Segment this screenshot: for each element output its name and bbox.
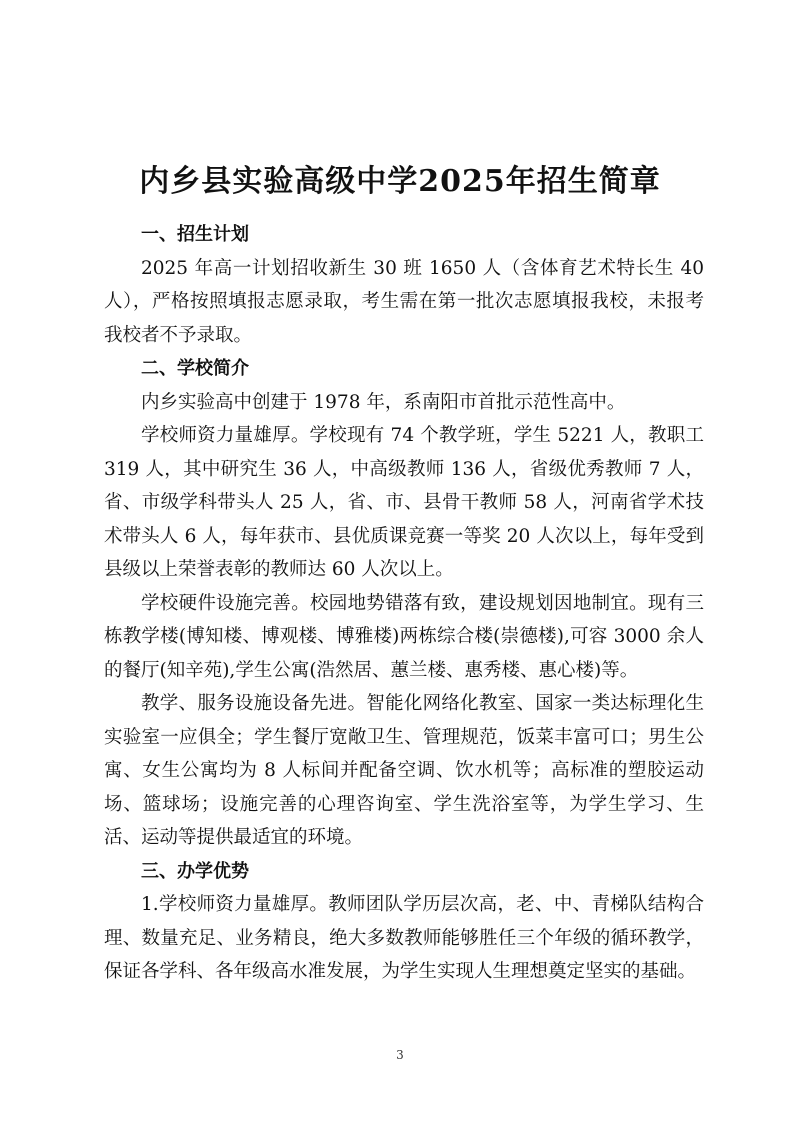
document-title: 内乡县实验高级中学2025年招生简章 xyxy=(139,164,661,200)
paragraph: 学校师资力量雄厚。学校现有 74 个教学班，学生 5221 人，教职工 319 人，其中研究生 36 人，中高级教师 136 人，省级优秀教师 7 人，省、市级学科带头人 25 人，省、市、县骨干教师 58 人，河南省学术技术带头人 6 人，每年获市、县优质课竞赛一等奖 20 人次以上，每年受到县级以上荣誉表彰的教师达 60 人次以上。 xyxy=(104,425,704,580)
section-heading-advantages: 三、办学优势 xyxy=(141,860,249,882)
paragraph: 教学、服务设施设备先进。智能化网络化教室、国家一类达标理化生实验室一应俱全；学生餐厅宽敞卫生、管理规范，饭菜丰富可口；男生公寓、女生公寓均为 8 人标间并配备空调、饮水机等；高标准的塑胶运动场、篮球场；设施完善的心理咨询室、学生洗浴室等，为学生学习、生活、运动等提供最适宜的环境。 xyxy=(104,693,704,848)
document-body xyxy=(104,218,704,989)
paragraph: 学校硬件设施完善。校园地势错落有致，建设规划因地制宜。现有三栋教学楼(博知楼、博观楼、博雅楼)两栋综合楼(崇德楼),可容 3000 余人的餐厅(知辛苑),学生公寓(浩然居、蕙兰楼、惠秀楼、惠心楼)等。 xyxy=(104,592,704,681)
paragraph: 内乡实验高中创建于 1978 年，系南阳市首批示范性高中。 xyxy=(141,391,626,413)
page-number: 3 xyxy=(396,1048,404,1062)
paragraph: 2025 年高一计划招收新生 30 班 1650 人（含体育艺术特长生 40 人），严格按照填报志愿录取，考生需在第一批次志愿填报我校，未报考我校者不予录取。 xyxy=(104,257,704,346)
paragraph: 1.学校师资力量雄厚。教师团队学历层次高，老、中、青梯队结构合理、数量充足、业务精良，绝大多数教师能够胜任三个年级的循环教学，保证各学科、各年级高水准发展，为学生实现人生理想奠定坚实的基础。 xyxy=(104,894,704,982)
section-heading-school-intro: 二、学校简介 xyxy=(141,358,249,379)
section-heading-enrollment-plan: 一、招生计划 xyxy=(141,224,249,245)
